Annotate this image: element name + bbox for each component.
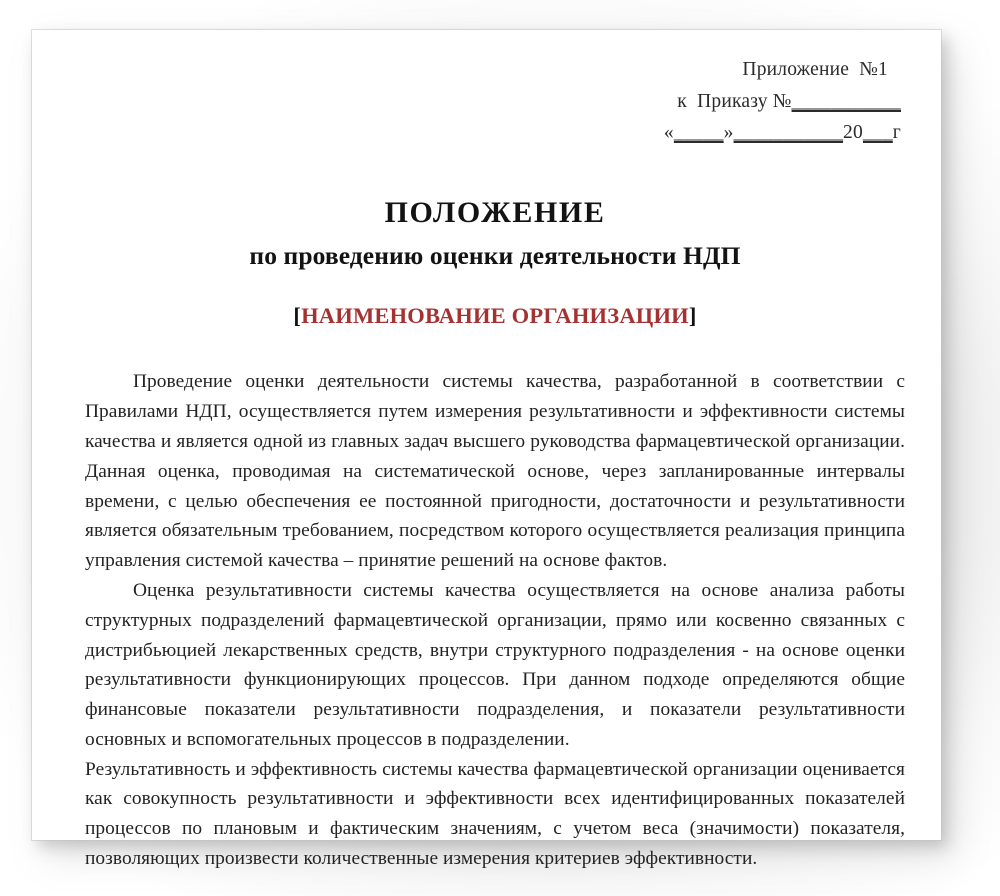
date-quote-open: « [663, 122, 674, 144]
date-line [85, 117, 905, 149]
body-paragraph-2: Оценка результативности системы качества осуществляется на основе анализа работы структурных подразделений фармацевтической организации, прямо или косвенно связанных с дистрибьюцией лекарственных средств, внутри структурного подразделения - на основе оценки результативности функционирующих процессов. При данном подходе определяются общие финансовые показатели результативности подразделения, и показатели результативности основных и вспомогательных процессов в подразделении. [85, 579, 905, 750]
document-body [85, 367, 905, 873]
title-block [85, 195, 905, 330]
date-month-blank[interactable]: ___________ [733, 122, 844, 144]
order-number-blank[interactable]: ___________ [791, 90, 901, 112]
document-title: ПОЛОЖЕНИЕ [384, 195, 606, 229]
date-quote-close: » [723, 122, 734, 144]
date-day-blank[interactable]: _____ [673, 122, 724, 144]
appendix-number-line: Приложение №1 [742, 59, 888, 80]
date-year-prefix: 20 [843, 122, 863, 144]
document-page [32, 30, 941, 869]
date-year-blank[interactable]: ___ [862, 122, 893, 144]
page-content-area [85, 54, 905, 869]
organization-name-placeholder[interactable]: НАИМЕНОВАНИЕ ОРГАНИЗАЦИИ [301, 303, 689, 329]
order-number-label: к Приказу № [677, 90, 792, 112]
date-year-suffix: г [892, 122, 901, 144]
organization-name-line [85, 303, 905, 329]
order-number-line [85, 86, 905, 118]
document-header-block [85, 54, 905, 149]
bracket-close: ] [688, 303, 697, 329]
body-paragraph-3: Результативность и эффективность системы качества фармацевтической организации оценивается как совокупность результативности и эффективности всех идентифицированных показателей процессов по плановым и фактическим значениям, с учетом веса (значимости) показателя, позволяющих произвести количественные измерения критериев эффективности. [85, 758, 905, 869]
document-subtitle: по проведению оценки деятельности НДП [249, 241, 741, 271]
body-paragraph-1: Проведение оценки деятельности системы качества, разработанной в соответствии с Правилами НДП, осуществляется путем измерения результативности и эффективности системы качества и является одной из главных задач высшего руководства фармацевтической организации. Данная оценка, проводимая на систематической основе, через запланированные интервалы времени, с целью обеспечения ее постоянной пригодности, достаточности и результативности является обязательным требованием, посредством которого осуществляется реализация принципа управления системой качества – принятие решений на основе фактов. [85, 371, 905, 572]
bracket-open: [ [293, 303, 302, 329]
